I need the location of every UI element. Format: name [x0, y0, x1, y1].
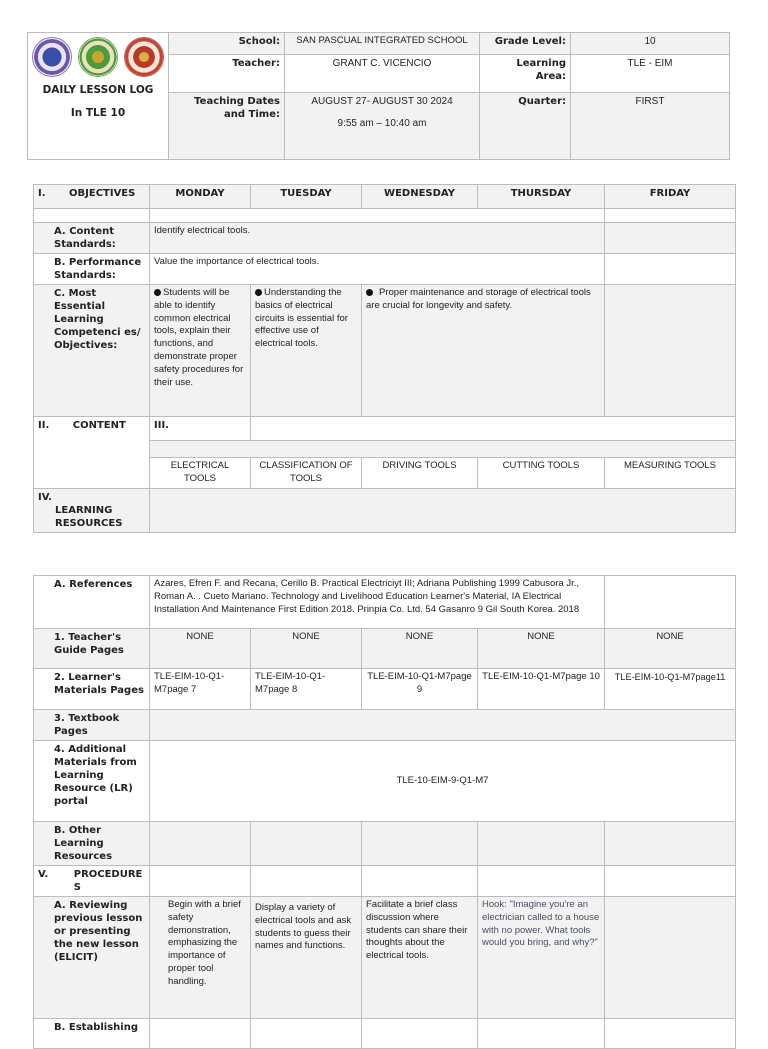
content-heading-text: CONTENT	[72, 420, 126, 431]
area-value: TLE - EIM	[571, 55, 730, 93]
reviewing-thursday: Hook: "Imagine you're an electrician called to a house with no power. What tools would you bring, and why?"	[478, 897, 605, 1019]
blank-cell	[605, 1019, 736, 1049]
learners-materials-friday: TLE-EIM-10-Q1-M7page11	[605, 669, 736, 710]
blank-cell	[150, 866, 251, 897]
additional-materials-value: TLE-10-EIM-9-Q1-M7	[150, 741, 736, 822]
blank-cell	[150, 710, 736, 741]
procedures-heading	[34, 866, 150, 897]
day-header-wednesday: WEDNESDAY	[362, 185, 478, 209]
school-label: School:	[169, 33, 285, 55]
blank-cell	[362, 417, 478, 441]
blank-cell	[150, 441, 736, 458]
topic-tuesday: CLASSIFICATION OF TOOLS	[251, 458, 362, 489]
procedures-heading-text: PROCEDURE S	[73, 869, 143, 893]
grade-label: Grade Level:	[480, 33, 571, 55]
blank-cell	[150, 488, 736, 532]
bullet-icon	[255, 289, 262, 296]
blank-cell	[251, 866, 362, 897]
blank-cell	[605, 285, 736, 417]
teachers-guide-wednesday: NONE	[362, 629, 478, 669]
school-logos	[32, 37, 164, 77]
dll-title: DAILY LESSON LOG	[42, 84, 154, 96]
dates-value	[285, 93, 480, 160]
melc-tuesday	[251, 285, 362, 417]
establishing-label: B. Establishing	[34, 1019, 150, 1049]
reviewing-label: A. Reviewing previous lesson or presenting the new lesson (ELICIT)	[34, 897, 150, 1019]
content-num: II.	[38, 420, 50, 431]
bullet-icon	[154, 289, 161, 296]
melc-monday	[150, 285, 251, 417]
reviewing-wednesday: Facilitate a brief class discussion where students can share their thoughts about the electrical tools.	[362, 897, 478, 1019]
blank-cell	[605, 822, 736, 866]
teachers-guide-thursday: NONE	[478, 629, 605, 669]
blank-cell	[150, 209, 605, 223]
blank-cell	[478, 866, 605, 897]
learning-resources-num: IV.	[38, 491, 52, 503]
blank-cell	[605, 576, 736, 629]
blank-cell	[251, 417, 362, 441]
blank-cell	[362, 866, 478, 897]
teachers-guide-label: 1. Teacher's Guide Pages	[34, 629, 150, 669]
topic-thursday: CUTTING TOOLS	[478, 458, 605, 489]
content-standards-value: Identify electrical tools.	[150, 223, 605, 254]
dll-subtitle: In TLE 10	[70, 106, 126, 119]
melc-monday-text: Students will be able to identify common electrical tools, explain their functions, and demonstrate proper safety procedures for their use.	[154, 287, 244, 388]
day-header-tuesday: TUESDAY	[251, 185, 362, 209]
performance-standards-label: B. Performance Standards:	[34, 254, 150, 285]
learning-resources-heading-text: LEARNING RESOURCES	[55, 504, 123, 529]
teachers-guide-monday: NONE	[150, 629, 251, 669]
dates-label: Teaching Dates and Time:	[169, 93, 285, 160]
teacher-label: Teacher:	[169, 55, 285, 93]
content-standards-label: A. Content Standards:	[34, 223, 150, 254]
division-seal-logo	[78, 37, 118, 77]
blank-cell	[478, 417, 605, 441]
learners-materials-monday: TLE-EIM-10-Q1-M7page 7	[150, 669, 251, 710]
grade-value: 10	[571, 33, 730, 55]
melc-tuesday-text: Understanding the basics of electrical circuits is essential for effective use of electrical tools.	[255, 287, 348, 350]
content-sub-label: III.	[150, 417, 251, 441]
blank-cell	[251, 1019, 362, 1049]
objectives-num: I.	[38, 188, 46, 199]
blank-cell	[251, 822, 362, 866]
blank-cell	[478, 1019, 605, 1049]
teachers-guide-tuesday: NONE	[251, 629, 362, 669]
teachers-guide-friday: NONE	[605, 629, 736, 669]
topic-monday: ELECTRICAL TOOLS	[150, 458, 251, 489]
school-seal-logo	[124, 37, 164, 77]
bullet-icon	[366, 289, 373, 296]
blank-cell	[478, 822, 605, 866]
reviewing-tuesday: Display a variety of electrical tools and ask students to guess their names and functions.	[251, 897, 362, 1019]
topic-wednesday: DRIVING TOOLS	[362, 458, 478, 489]
day-header-thursday: THURSDAY	[478, 185, 605, 209]
time-text: 9:55 am – 10:40 am	[337, 117, 427, 129]
references-label: A. References	[34, 576, 150, 629]
learners-materials-label: 2. Learner's Materials Pages	[34, 669, 150, 710]
blank-cell	[605, 209, 736, 223]
blank-cell	[605, 254, 736, 285]
blank-cell	[362, 822, 478, 866]
other-resources-label: B. Other Learning Resources	[34, 822, 150, 866]
content-heading	[34, 417, 150, 489]
blank-cell	[150, 822, 251, 866]
resources-table	[33, 575, 736, 1049]
learners-materials-wednesday: TLE-EIM-10-Q1-M7page 9	[362, 669, 478, 710]
blank-cell	[362, 1019, 478, 1049]
learning-resources-heading	[34, 488, 150, 532]
header-table	[27, 32, 730, 160]
objectives-heading	[34, 185, 150, 209]
learners-materials-tuesday: TLE-EIM-10-Q1-M7page 8	[251, 669, 362, 710]
blank-cell	[150, 1019, 251, 1049]
blank-cell	[605, 866, 736, 897]
procedures-num: V.	[38, 869, 49, 880]
performance-standards-value: Value the importance of electrical tools.	[150, 254, 605, 285]
references-value: Azares, Efren F. and Recana, Cerillo B. Practical Electriciyt III; Adriana Publishing 1999 Cabusora Jr., Roman A. . Cueto Mariano. Technology and Livelihood Education Learner's Material, IA Electrical Installation And Maintenance First Edition 2018. Prinpia Co. Ltd. 54 Gasanro 9 Gil South Korea. 2018	[150, 576, 605, 629]
blank-cell	[605, 223, 736, 254]
melc-wednesday-text: Proper maintenance and storage of electrical tools are crucial for longevity and safety.	[366, 287, 591, 311]
learners-materials-thursday: TLE-EIM-10-Q1-M7page 10	[478, 669, 605, 710]
objectives-table	[33, 184, 736, 533]
deped-seal-logo	[32, 37, 72, 77]
reviewing-monday: Begin with a brief safety demonstration, emphasizing the importance of proper tool handling.	[150, 897, 251, 1019]
additional-materials-label: 4. Additional Materials from Learning Resource (LR) portal	[34, 741, 150, 822]
dates-text: AUGUST 27- AUGUST 30 2024	[311, 96, 453, 107]
quarter-value: FIRST	[571, 93, 730, 160]
blank-cell	[605, 897, 736, 1019]
header-logo-cell	[28, 33, 169, 160]
topic-friday: MEASURING TOOLS	[605, 458, 736, 489]
day-header-friday: FRIDAY	[605, 185, 736, 209]
day-header-monday: MONDAY	[150, 185, 251, 209]
objectives-heading-text: OBJECTIVES	[69, 188, 136, 199]
melc-label: C. Most Essential Learning Competenci es/ Objectives:	[34, 285, 150, 417]
area-label: Learning Area:	[480, 55, 571, 93]
blank-label-cell	[34, 209, 150, 223]
textbook-label: 3. Textbook Pages	[34, 710, 150, 741]
quarter-label: Quarter:	[480, 93, 571, 160]
blank-cell	[605, 417, 736, 441]
school-value: SAN PASCUAL INTEGRATED SCHOOL	[285, 33, 480, 55]
melc-wednesday	[362, 285, 605, 417]
teacher-value: GRANT C. VICENCIO	[285, 55, 480, 93]
